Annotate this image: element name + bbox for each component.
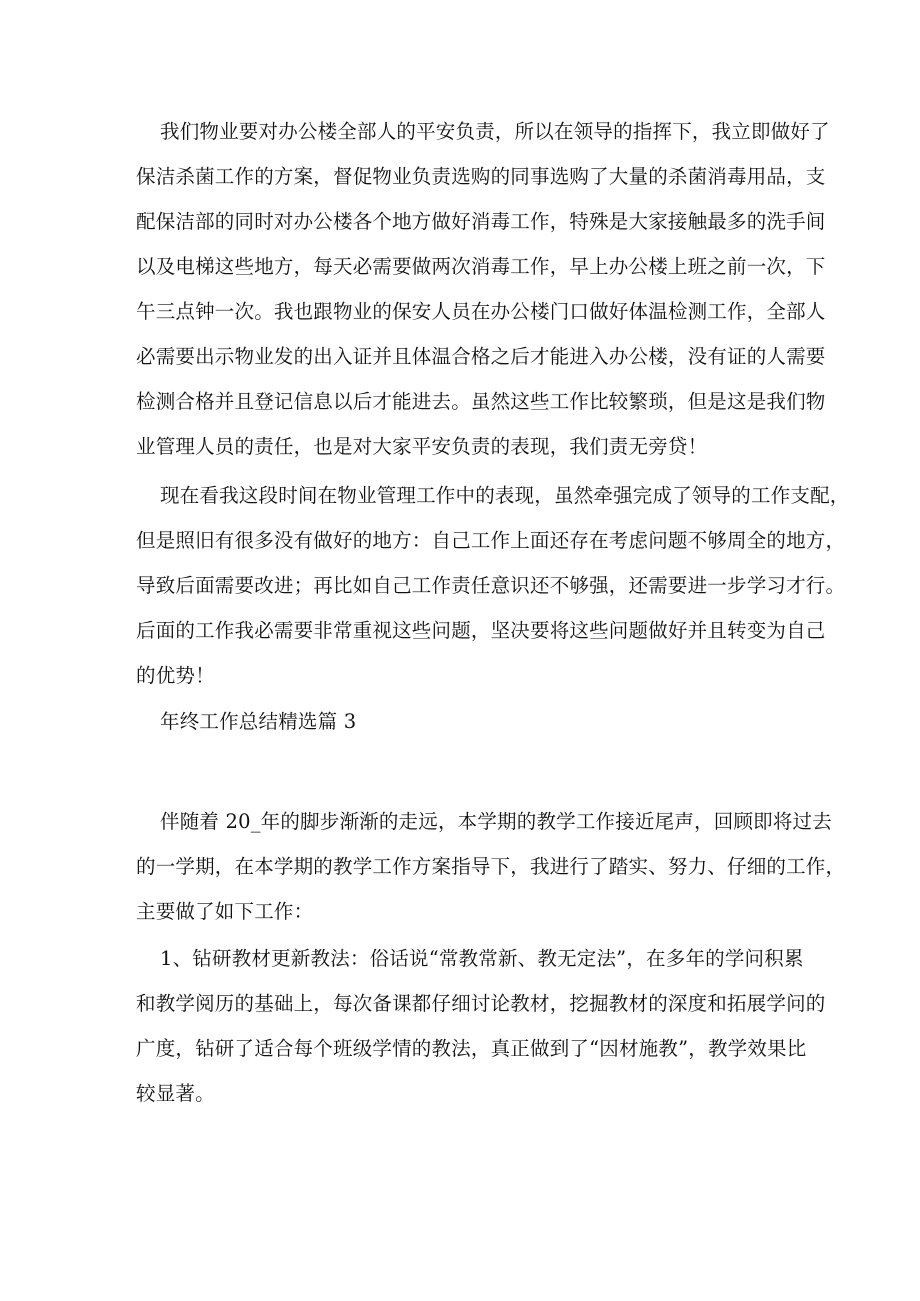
text-line: 和教学阅历的基础上，每次备课都仔细讨论教材，挖掘教材的深度和拓展学问的 <box>136 992 826 1015</box>
text-line: 以及电梯这些地方，每天必需要做两次消毒工作，早上办公楼上班之前一次，下 <box>136 255 826 278</box>
text-line: 较显著。 <box>136 1082 215 1105</box>
text-line: 的一学期，在本学期的教学工作方案指导下，我进行了踏实、努力、仔细的工作， <box>136 855 846 878</box>
text-line: 的优势！ <box>136 664 215 687</box>
text-line: 但是照旧有很多没有做好的地方：自己工作上面还存在考虑问题不够周全的地方， <box>136 529 846 552</box>
text-line: 伴随着 20_年的脚步渐渐的走远，本学期的教学工作接近尾声，回顾即将过去 <box>160 810 832 833</box>
text-line: 业管理人员的责任，也是对大家平安负责的表现，我们责无旁贷！ <box>136 435 708 458</box>
text-line: 保洁杀菌工作的方案，督促物业负责选购的同事选购了大量的杀菌消毒用品，支 <box>136 165 826 188</box>
text-line: 配保洁部的同时对办公楼各个地方做好消毒工作，特殊是大家接触最多的洗手间 <box>136 210 826 233</box>
text-line: 我们物业要对办公楼全部人的平安负责，所以在领导的指挥下，我立即做好了 <box>160 120 830 143</box>
text-line: 后面的工作我必需要非常重视这些问题，坚决要将这些问题做好并且转变为自己 <box>136 619 826 642</box>
text-line: 现在看我这段时间在物业管理工作中的表现，虽然牵强完成了领导的工作支配， <box>160 484 850 507</box>
text-line: 导致后面需要改进；再比如自己工作责任意识还不够强，还需要进一步学习才行。 <box>136 574 846 597</box>
section-heading: 年终工作总结精选篇 3 <box>160 710 357 733</box>
text-line: 检测合格并且登记信息以后才能进去。虽然这些工作比较繁琐，但是这是我们物 <box>136 390 826 413</box>
text-line: 广度，钻研了适合每个班级学情的教法，真正做到了“因材施教”，教学效果比 <box>136 1037 807 1060</box>
text-line: 1、钻研教材更新教法：俗话说“常教常新、教无定法”，在多年的学问积累 <box>160 947 804 970</box>
text-line: 午三点钟一次。我也跟物业的保安人员在办公楼门口做好体温检测工作，全部人 <box>136 300 826 323</box>
text-line: 必需要出示物业发的出入证并且体温合格之后才能进入办公楼，没有证的人需要 <box>136 345 826 368</box>
text-line: 主要做了如下工作： <box>136 900 314 923</box>
